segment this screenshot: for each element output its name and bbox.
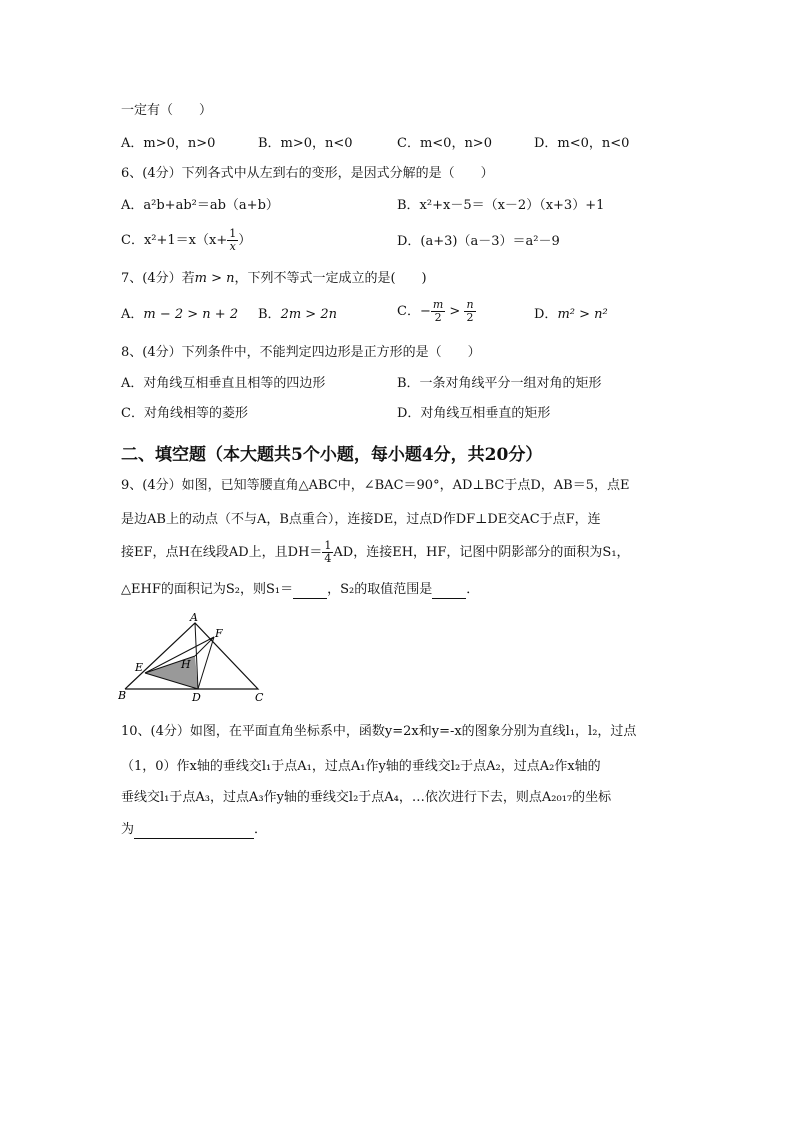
greater-than-sign: > [445,304,465,319]
question-8-stem: 8、(4分）下列条件中，不能判定四边形是正方形的是（ ） [121,345,481,360]
q5-option-c: C．m<0，n>0 [397,136,492,151]
q9-line-4-end: ． [466,582,480,597]
q7-stem-math: m > n [194,271,235,286]
answer-blank-s2-range[interactable] [432,582,466,599]
q8-option-a: A．对角线互相垂直且相等的四边形 [121,376,326,391]
q5-option-d: D．m<0，n<0 [534,136,630,151]
q10-line-2: （1，0）作x轴的垂线交l₁于点A₁，过点A₁作y轴的垂线交l₂于点A₂，过点A₂作x轴的 [121,759,601,774]
q9-line-4-mid: ，S₂的取值范围是 [327,582,433,597]
q9-line-4 [121,582,479,599]
q7-stem-pre: 7、(4分）若 [121,271,195,286]
fraction-denominator: x [229,240,236,253]
label-e: E [135,661,144,674]
fraction-numerator: m [432,298,444,311]
q8-option-c: C．对角线相等的菱形 [121,406,248,421]
q7-option-c-label: C． [397,304,420,319]
q6-option-d: D．(a+3)（a－3）＝a²－9 [397,234,560,249]
fraction-denominator: 2 [466,311,474,324]
fraction-denominator: 4 [324,552,332,565]
answer-blank-s1[interactable] [293,582,327,599]
q7-option-d-label: D． [534,307,558,322]
fraction-denominator: 2 [434,311,442,324]
q6-option-a: A．a²b+ab²＝ab（a+b） [121,198,279,213]
question-7-stem [121,271,427,287]
q10-line-3: 垂线交l₁于点A₃，过点A₃作y轴的垂线交l₂于点A₄，…依次进行下去，则点A₂₀₁₇的坐标 [121,790,612,805]
q6-option-b: B．x²+x－5＝（x－2）（x+3）+1 [397,198,605,213]
fraction-numerator: 1 [324,539,332,552]
fraction-numerator: 1 [229,227,237,240]
q9-line-3-pre: 接EF，点H在线段AD上，且DH＝ [121,545,323,560]
label-h: H [181,658,191,671]
q7-option-a-math: m − 2 > n + 2 [143,307,239,322]
fraction-numerator: n [466,298,474,311]
q8-option-d: D．对角线互相垂直的矩形 [397,406,551,421]
q7-option-b-math: 2m > 2n [280,307,337,322]
q7-option-d-math: m² > n² [557,307,608,322]
q6-option-c-pre: C．x²+1＝x（x+ [121,233,228,248]
q7-option-b [258,307,337,323]
q9-line-2: 是边AB上的动点（不与A，B点重合），连接DE，过点D作DF⊥DE交AC于点F，连 [121,512,601,527]
q6-option-c [121,228,251,253]
label-d: D [192,691,201,704]
q7-option-a-label: A． [121,307,144,322]
q9-line-1: 9、(4分）如图，已知等腰直角△ABC中，∠BAC＝90°，AD⊥BC于点D，AB＝5，点E [121,478,630,493]
q5-option-a: A．m>0，n>0 [121,136,216,151]
q5-option-b: B．m>0，n<0 [258,136,353,151]
label-b: B [118,689,127,702]
section-2-title: 二、填空题（本大题共5个小题，每小题4分，共20分） [121,445,543,465]
q7-option-c-fraction-1 [431,299,445,324]
q9-line-3-post: AD，连接EH，HF，记图中阴影部分的面积为S₁， [333,545,630,560]
minus-sign: − [419,304,431,319]
q10-line-1: 10、(4分）如图，在平面直角坐标系中，函数y=2x和y=-x的图象分别为直线l₁，l₂，过点 [121,724,637,739]
q9-fraction [322,540,333,565]
q6-option-c-post: ） [238,233,252,248]
q7-option-d [534,307,608,323]
q10-line-4-end: ． [254,822,268,837]
answer-blank-a2017[interactable] [134,822,254,839]
q7-stem-post: ，下列不等式一定成立的是( ) [234,271,427,286]
question-6-stem: 6、(4分）下列各式中从左到右的变形，是因式分解的是（ ） [121,166,494,181]
label-c: C [255,691,264,704]
label-a: A [190,611,198,624]
q10-line-4-pre: 为 [121,822,135,837]
q7-option-c [397,299,476,324]
q10-line-4 [121,822,267,839]
q7-option-a [121,307,238,323]
q7-option-b-label: B． [258,307,281,322]
label-f: F [215,627,223,640]
q9-line-4-pre: △EHF的面积记为S₂，则S₁＝ [121,582,294,597]
q7-option-c-fraction-2 [464,299,475,324]
q9-line-3 [121,540,630,565]
question-5-intro: 一定有（ ） [121,103,213,118]
q8-option-b: B．一条对角线平分一组对角的矩形 [397,376,602,391]
triangle-figure [118,610,278,705]
q6-option-c-fraction [227,228,238,253]
